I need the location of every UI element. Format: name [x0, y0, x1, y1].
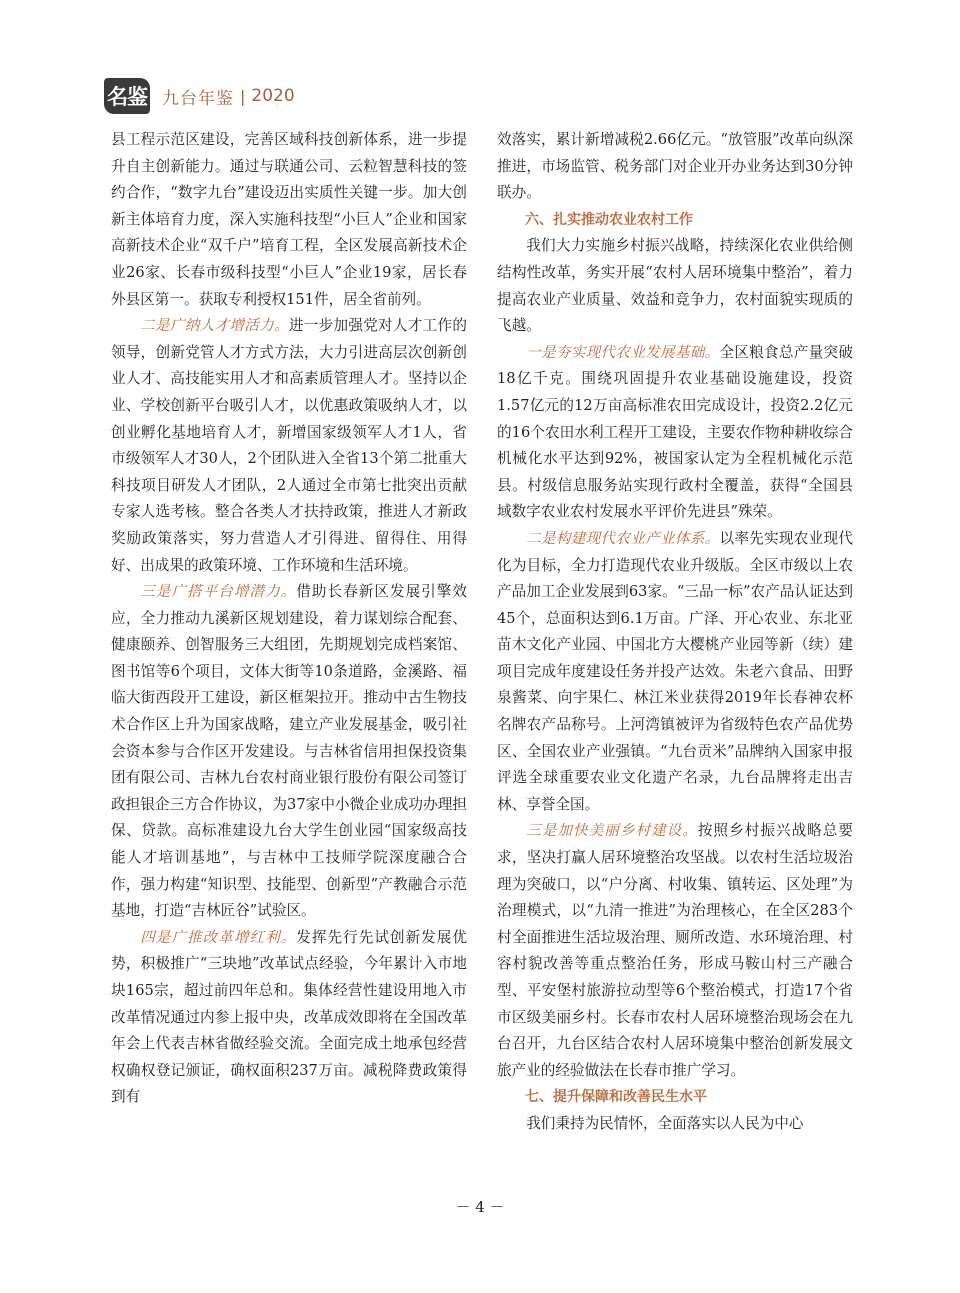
paragraph-text: 发挥先行先试创新发展优势，积极推广“三块地”改革试点经验，今年累计入市地块165宗，超过前四年总和。集体经营性建设用地入市改革情况通过内参上报中央，改革成效即将在全国改革年会上代表吉林省做经验交流。全面完成土地承包经营权确权登记颁证，确权面积237万亩。减税降费政策得到有: [111, 928, 467, 1106]
book-title: 九台年鉴: [162, 88, 234, 109]
paragraph-text: 按照乡村振兴战略总要求，坚决打赢人居环境整治攻坚战。以农村生活垃圾治理为突破口，以“户分离、村收集、镇转运、区处理”为治理模式，以“九清一推进”为治理核心，在全区283个村全面推进生活垃圾治理、厕所改造、水环境治理、村容村貌改善等重点整治任务，形成马鞍山村三产融合型、平安堡村旅游拉动型等6个整治模式，打造17个省市区级美丽乡村。长春市农村人居环境整治现场会在九台召开，九台区结合农村人居环境集中整治创新发展文旅产业的经验做法在长春市推广学习。: [497, 822, 853, 1079]
paragraph: [497, 340, 853, 526]
paragraph: [111, 579, 467, 925]
paragraph-text: 全区粮食总产量突破18亿千克。围绕巩固提升农业基础设施建设，投资1.57亿元的12万亩高标准农田完成设计，投资2.2亿元的16个农田水利工程开工建设，主要农作物种耕收综合机械化水平达到92%，被国家认定为全程机械化示范县。村级信息服务站实现行政村全覆盖，获得“全国县域数字农业农村发展水平评价先进县”殊荣。: [497, 343, 853, 521]
paragraph-text: 以率先实现农业现代化为目标，全力打造现代农业升级版。全区市级以上农产品加工企业发展到63家。“三品一标”农产品认证达到45个，总面积达到6.1万亩。广泽、开心农业、东北亚苗木文化产业园、中国北方大樱桃产业园等新（续）建项目完成年度建设任务并投产达效。朱老六食品、田野泉酱菜、向宇果仁、林江米业获得2019年长春神农杯名牌农产品称号。上河湾镇被评为省级特色农产品优势区、全国农业产业强镇。“九台贡米”品牌纳入国家申报评选全球重要农业文化遗产名录，九台品牌将走出吉林、享誉全国。: [497, 529, 853, 813]
paragraph: [111, 925, 467, 1111]
paragraph-text: 借助长春新区发展引擎效应，全力推动九溪新区规划建设，着力谋划综合配套、健康颐养、创智服务三大组团，先期规划完成档案馆、图书馆等6个项目，文体大街等10条道路，金溪路、福临大街西段开工建设，新区框架拉开。推动中古生物技术合作区上升为国家战略，建立产业发展基金，吸引社会资本参与合作区开发建设。与吉林省信用担保投资集团有限公司、吉林九台农村商业银行股份有限公司签订政担银企三方合作协议，为37家中小微企业成功办理担保、贷款。高标准建设九台大学生创业园“国家级高技能人才培训基地”，与吉林中工技师学院深度融合合作，强力构建“知识型、技能型、创新型”产教融合示范基地，打造“吉林匠谷”试验区。: [111, 583, 467, 920]
subsection-lead: 一是夯实现代农业发展基础。: [526, 343, 720, 361]
paragraph: [111, 313, 467, 579]
right-column: [497, 127, 853, 1138]
subsection-lead: 二是广纳人才增活力。: [140, 317, 289, 335]
page-header: [104, 78, 295, 114]
subsection-lead: 二是构建现代农业产业体系。: [526, 529, 720, 547]
paragraph: 县工程示范区建设，完善区域科技创新体系，进一步提升自主创新能力。通过与联通公司、云粒智慧科技的签约合作，“数字九台”建设迈出实质性关键一步。加大创新主体培育力度，深入实施科技型“小巨人”企业和国家高新技术企业“双千户”培育工程，全区发展高新技术企业26家、长春市级科技型“小巨人”企业19家，居长春外县区第一。获取专利授权151件，居全省前列。: [111, 131, 467, 308]
subsection-lead: 四是广推改革增红利。: [140, 928, 297, 946]
paragraph: [497, 526, 853, 819]
subsection-lead: 三是广搭平台增潜力。: [140, 583, 297, 601]
left-column: [111, 127, 467, 1111]
subsection-lead: 三是加快美丽乡村建设。: [526, 822, 698, 840]
section-heading: 六、扎实推动农业农村工作: [525, 211, 693, 228]
paragraph: [497, 818, 853, 1084]
paragraph: 效落实，累计新增减税2.66亿元。“放管服”改革向纵深推进，市场监管、税务部门对企业开办业务达到30分钟联办。: [497, 131, 853, 202]
yearbook-logo: 名鉴: [104, 78, 150, 114]
paragraph: 我们秉持为民情怀，全面落实以人民为中心: [526, 1114, 804, 1132]
paragraph-text: 进一步加强党对人才工作的领导，创新党管人才方式方法，大力引进高层次创新创业人才、高技能实用人才和高素质管理人才。坚持以企业、学校创新平台吸引人才，以优惠政策吸纳人才，以创业孵化基地培育人才，新增国家级领军人才1人，省市级领军人才30人，2个团队进入全省13个第二批重大科技项目研发人才团队，2人通过全市第七批突出贡献专家人选考核。整合各类人才扶持政策，推进人才新政奖励政策落实，努力营造人才引得进、留得住、用得好、出成果的政策环境、工作环境和生活环境。: [111, 317, 467, 574]
section-heading: 七、提升保障和改善民生水平: [525, 1089, 707, 1106]
header-separator: |: [240, 86, 246, 106]
paragraph: 我们大力实施乡村振兴战略，持续深化农业供给侧结构性改革，务实开展“农村人居环境集中整治”，着力提高农业产业质量、效益和竞争力，农村面貌实现质的飞越。: [497, 237, 853, 335]
book-year: 2020: [251, 86, 295, 106]
page-number: － 4 －: [455, 1198, 505, 1216]
